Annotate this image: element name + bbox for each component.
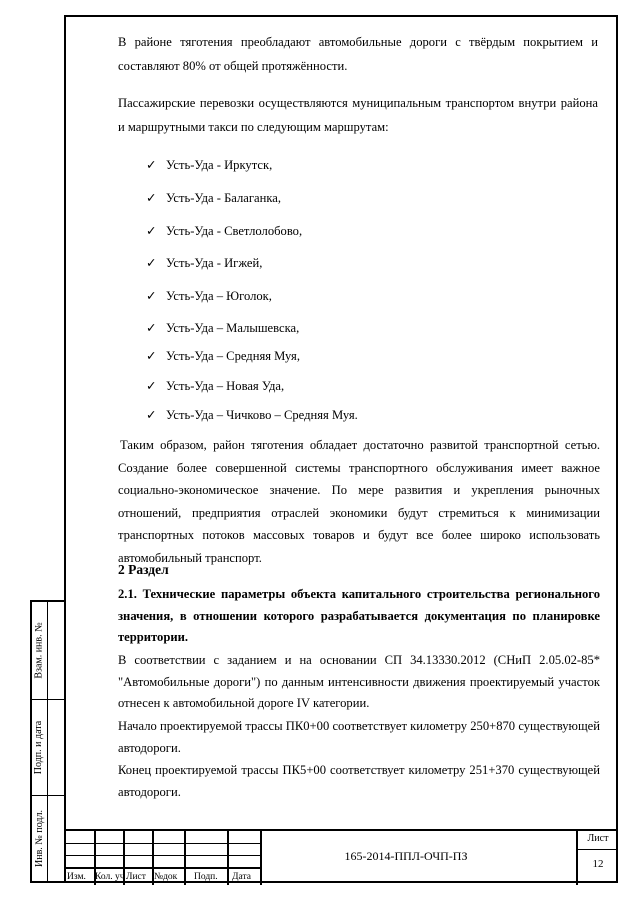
section-subtitle: 2.1. Технические параметры объекта капитального строительства регионального значения, в отношении которого разрабатывается документация по планировке территории.: [118, 587, 600, 644]
check-icon: ✓: [146, 191, 157, 205]
list-item: ✓ Усть-Уда - Светлолобово,: [146, 224, 303, 238]
col-list: Лист: [126, 872, 146, 882]
side-stamp: [30, 600, 64, 883]
list-item: ✓ Усть-Уда – Средняя Муя,: [146, 349, 300, 363]
check-icon: ✓: [146, 408, 157, 422]
check-icon: ✓: [146, 256, 157, 270]
sheet-number: 12: [592, 858, 604, 870]
intro-paragraph-2: Пассажирские перевозки осуществляются муниципальным транспортом внутри района и маршрутными такси по следующим маршрутам:: [118, 95, 598, 134]
summary-paragraph: Таким образом, район тяготения обладает достаточно развитой транспортной сетью. Создание более совершенной системы транспортного обслуживания имеет важное социально-экономическое значение. По мере развития и укрепления рыночных отношений, предприятия отраслей экономики будут стремиться к минимизации транспортных потоков массовых товаров и будут все более широко использовать автомобильный транспорт.: [118, 438, 600, 565]
col-data: Дата: [232, 872, 251, 882]
list-item: ✓ Усть-Уда – Малышевска,: [146, 321, 300, 335]
section-paragraph-2: Начало проектируемой трассы ПК0+00 соответствует километру 250+870 существующей автодороги.: [118, 719, 600, 755]
list-item: ✓ Усть-Уда – Новая Уда,: [146, 379, 285, 393]
list-item: ✓ Усть-Уда – Юголок,: [146, 289, 272, 303]
section-title: 2 Раздел: [118, 562, 169, 577]
col-ndok: №док: [154, 872, 178, 882]
list-item: ✓ Усть-Уда – Чичково – Средняя Муя.: [146, 408, 358, 422]
inv-label: Инв. № подл.: [33, 810, 45, 867]
check-icon: ✓: [146, 224, 157, 238]
check-icon: ✓: [146, 289, 157, 303]
col-podp: Подп.: [194, 872, 218, 882]
check-icon: ✓: [146, 158, 157, 172]
document-code: 165-2014-ППЛ-ОЧП-ПЗ: [344, 848, 468, 863]
intro-paragraph-1: В районе тяготения преобладают автомобильные дороги с твёрдым покрытием и составляют 80% от общей протяжённости.: [118, 35, 598, 74]
col-kol: Кол. уч: [95, 872, 125, 882]
col-izm: Изм.: [67, 872, 86, 882]
intro-text: [118, 30, 598, 139]
section-paragraph-1: В соответствии с заданием и на основании СП 34.13330.2012 (СНиП 2.05.02-85* "Автомобильные дороги") по данным интенсивности движения проектируемый участок отнесен к автомобильной дороге IV категории.: [118, 653, 600, 710]
sheet-label: Лист: [587, 833, 609, 844]
vzam-label: Взам. инв. №: [33, 622, 45, 679]
podp-label: Подп. и дата: [33, 720, 45, 775]
list-item: ✓ Усть-Уда - Балаганка,: [146, 191, 282, 205]
list-item: ✓ Усть-Уда - Игжей,: [146, 256, 263, 270]
list-item: ✓ Усть-Уда - Иркутск,: [146, 158, 273, 172]
check-icon: ✓: [146, 349, 157, 363]
check-icon: ✓: [146, 379, 157, 393]
check-icon: ✓: [146, 321, 157, 335]
section-paragraph-3: Конец проектируемой трассы ПК5+00 соответствует километру 251+370 существующей автодороги.: [118, 763, 600, 799]
